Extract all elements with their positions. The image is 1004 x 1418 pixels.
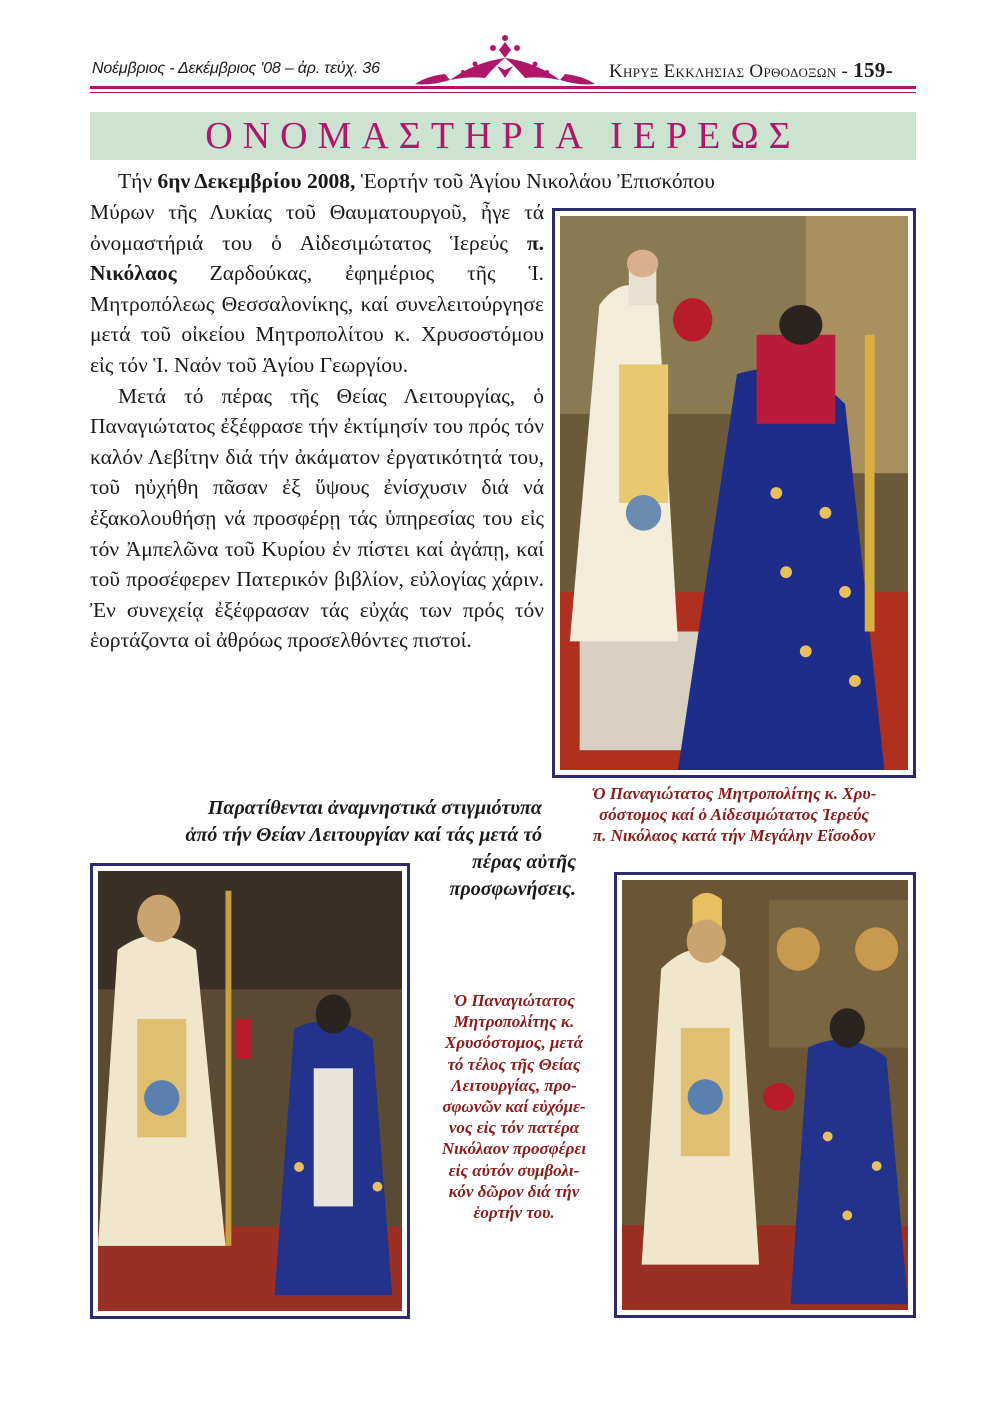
caption-line: Χρυσόστομος, μετά <box>444 1033 584 1053</box>
caption-line: κόν δῶρον διά τήν <box>448 1181 580 1201</box>
caption-gift <box>418 990 610 1223</box>
p1-text-b: Ζαρδούκας, ἐφημέριος τῆς Ἱ. Μητροπόλεως Θεσσαλονίκης, καί συνελειτούργησε μετά τοῦ οἰκείου Μητροπολίτου κ. Χρυσοστόμου εἰς τόν Ἱ. Ναόν τοῦ Ἁγίου Γεωργίου. <box>90 261 544 377</box>
journal-title <box>609 58 893 83</box>
intro-line: πέρας αὐτῆς <box>471 851 576 873</box>
photo-gift <box>614 872 916 1318</box>
opening-rest: Ἑορτήν τοῦ Ἁγίου Νικολάου Ἐπισκόπου <box>355 169 715 193</box>
caption-line: Νικόλαον προσφέρει <box>441 1139 587 1159</box>
caption-line: εἰς αὐτόν συμβολι- <box>448 1160 580 1180</box>
paragraph-2: Μετά τό πέρας τῆς Θείας Λειτουργίας, ὁ Παναγιώτατος ἐξέφρασε τήν ἐκτίμησίν του πρός τόν καλόν Λεβίτην διά τήν ἀκάματον ἐργατικότητά του, τοῦ ηὐχήθη πᾶσαν ἐξ ὕψους ἐνίσχυσιν διά νά ἐξακολουθήσῃ νά προσφέρῃ τάς ὑπηρεσίας του εἰς τόν Ἀμπελῶνα τοῦ Κυρίου ἐν πίστει καί ἀγάπῃ, καί τοῦ προσέφερεν Πατερικόν βιβλίον, εὐλογίας χάριν. Ἐν συνεχείᾳ ἐξέφρασαν τάς εὐχάς των πρός τόν ἑορτάζοντα οἱ ἀθρόως προσελθόντες πιστοί. <box>90 383 544 653</box>
ornament-icon <box>405 34 605 92</box>
p1-name: π. Νικόλαος <box>90 230 544 286</box>
caption-line: Μητροπολίτης κ. <box>453 1012 575 1032</box>
caption-line: Ὁ Παναγιώτατος Μητροπολίτης κ. Χρυ- <box>591 784 877 803</box>
photo-great-entrance <box>552 208 916 778</box>
photo-image <box>98 871 402 1311</box>
article-title: ΟΝΟΜΑΣΤΗΡΙΑ ΙΕΡΕΩΣ <box>205 115 801 157</box>
opening-line <box>118 166 918 196</box>
header-rule <box>90 86 916 89</box>
paragraph-1 <box>90 197 544 381</box>
caption-line: Λειτουργίας, προ- <box>451 1075 577 1095</box>
opening-prefix: Τήν <box>118 169 158 193</box>
journal-name: Κηρυξ Εκκλησιας Ορθοδοξων - <box>609 61 849 82</box>
article-body <box>90 197 544 656</box>
p1-text-a: Μύρων τῆς Λυκίας τοῦ Θαυματουργοῦ, ἦγε τά ὀνομαστήριά του ὁ Αἰδεσιμώτατος Ἱερεύς <box>90 200 544 255</box>
photos-intro <box>90 795 542 849</box>
intro-line: προσφωνήσεις. <box>449 878 576 900</box>
caption-line: Ὁ Παναγιώτατος <box>453 991 575 1010</box>
photo-image <box>622 880 908 1310</box>
caption-great-entrance <box>548 783 920 846</box>
intro-line: ἀπό τήν Θείαν Λειτουργίαν καί τάς μετά τό <box>185 824 542 846</box>
header-rule-thin <box>90 92 916 93</box>
caption-line: ἑορτήν του. <box>473 1203 555 1223</box>
issue-info: Νοέμβριος - Δεκέμβριος '08 – ἀρ. τεύχ. 36 <box>92 60 380 77</box>
caption-line: τό τέλος τῆς Θείας <box>447 1054 581 1074</box>
page-number: 159- <box>853 58 893 82</box>
opening-date: 6ην Δεκεμβρίου 2008, <box>157 169 356 193</box>
caption-line: νος εἰς τόν πατέρα <box>448 1118 580 1138</box>
caption-line: σφωνῶν καί εὐχόμε- <box>442 1097 586 1117</box>
caption-line: σόστομος καί ὁ Αἰδεσιμώτατος Ἱερεύς <box>599 805 869 824</box>
photo-address <box>90 863 410 1319</box>
caption-line: π. Νικόλαος κατά τήν Μεγάλην Εἴσοδον <box>592 826 876 845</box>
photo-image <box>560 216 908 770</box>
intro-line: Παρατίθενται ἀναμνηστικά στιγμιότυπα <box>207 797 542 819</box>
